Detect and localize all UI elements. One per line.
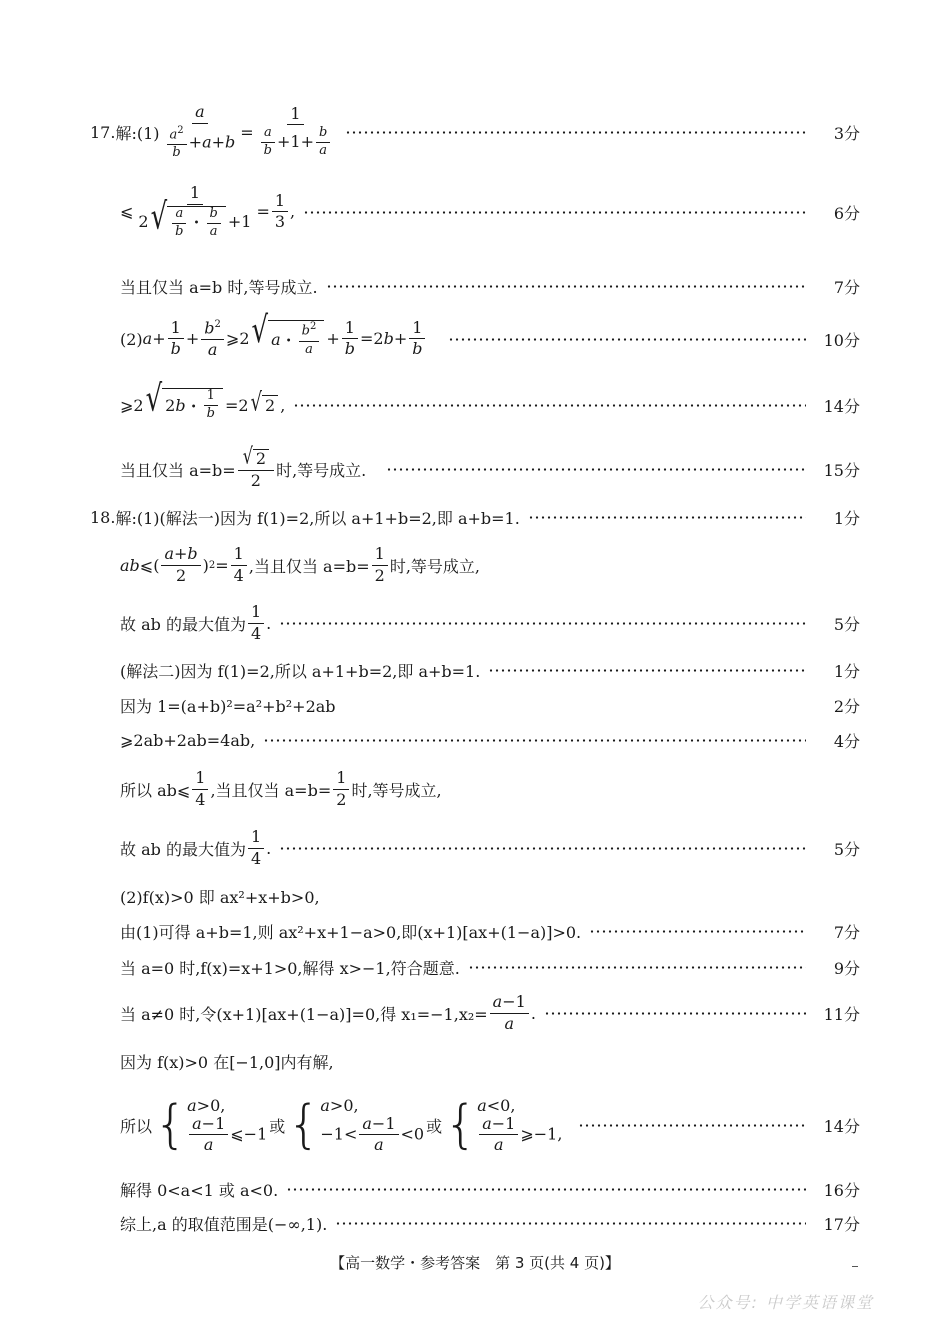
p18-text-7c: 时,等号成立, [351,780,442,800]
p18-number: 18. [90,507,116,527]
p18-text-5: 因为 1=(a+b)²=a²+b²+2ab [120,696,336,716]
score: 7分 [833,922,860,942]
frac-quarter: $\frac{1}{4}$ [248,603,264,643]
leader-dots [335,1222,806,1225]
frac-half: $\frac{1}{2}$ [372,545,388,585]
score: 9分 [833,958,860,978]
corner-mark [852,1266,858,1267]
score: 3分 [833,123,860,143]
p18-text-15: 解得 0<a<1 或 a<0. [120,1180,279,1200]
leader-dots [544,1012,806,1015]
p17-text-6a: 当且仅当 a=b= [120,460,236,480]
score: 4分 [833,731,860,751]
p18-text-2a: ,当且仅当 a=b= [248,556,370,576]
p18-text-1: 解:(1)(解法一)因为 f(1)=2,所以 a+1+b=2,即 a+b=1. [115,508,520,528]
p18-line-14 [120,1084,860,1166]
case-system-2: { a>0, −1< $\frac{a-1}{a}$ <0 [287,1095,425,1155]
leader-dots [448,338,807,341]
p17-line-5 [120,380,860,430]
p17-expr-1: a $\frac{a^2}{b}$ +a+b = 1 $\frac{a}{b}$ +1+ $\frac{b}{a}$ [160,103,338,161]
leader-dots [263,739,806,742]
p17-line-4 [120,310,860,364]
p18-text-13: 因为 f(x)>0 在[−1,0]内有解, [120,1052,334,1072]
leader-dots [286,1188,806,1191]
p17-text-3: 当且仅当 a=b 时,等号成立. [120,277,318,297]
p18-text-9: (2)f(x)>0 即 ax²+x+b>0, [120,887,320,907]
frac-a-minus-1-over-a: $\frac{a-1}{a}$ [490,993,529,1033]
p18-line-8: 故 ab 的最大值为 $\frac{1}{4}$ . 5分 [120,827,860,868]
p18-text-8: 故 ab 的最大值为 [120,839,246,859]
p18-text-2b: 时,等号成立, [389,556,481,576]
leader-dots [589,930,806,933]
score: 1分 [833,508,860,528]
frac-quarter: $\frac{1}{4}$ [248,828,264,868]
p18-text-14: 所以 [120,1116,153,1136]
score: 10分 [823,330,860,350]
case-system-3: { a<0, $\frac{a-1}{a}$ ⩾−1, [444,1095,563,1155]
p17-part2-label: (2) [120,329,143,349]
p18-line-12: 当 a≠0 时,令(x+1)[ax+(1−a)]=0,得 x₁=−1,x₂= $\frac{a-1}{a}$ . 11分 [120,992,860,1033]
score: 5分 [833,614,860,634]
score: 7分 [833,277,860,297]
p18-line-15 [120,1177,860,1201]
or-word-1: 或 [269,1116,286,1136]
leader-dots [345,131,806,134]
p17-line-6 [120,442,860,492]
leader-dots [468,966,806,969]
score: 14分 [823,396,860,416]
frac-sqrt2-over-2: √ 2 2 [238,448,274,490]
p18-line-16 [120,1211,860,1235]
p18-line-11 [120,955,860,979]
p18-line-10 [120,919,860,943]
p18-line-13 [120,1049,860,1073]
p17-expr-4: a + $\frac{1}{b}$ + $\frac{b^2}{a}$ ⩾2 √ a ・ $\frac{b^2}{a}$ + $\frac{1}{b}$ =2 b + $\frac{1}{b}$ [143,319,428,359]
leader-dots [293,404,806,407]
score: 16分 [823,1180,860,1200]
score: 15分 [823,460,860,480]
watermark: 公众号: 中学英语课堂 [697,1293,874,1312]
p17-line-1 [90,104,860,160]
frac-quarter: $\frac{1}{4}$ [192,769,208,809]
p17-lead: 解:(1) [115,123,160,143]
p18-text-3: 故 ab 的最大值为 [120,614,246,634]
p18-line-7 [120,766,860,812]
p17-line-2 [120,184,860,240]
leader-dots [326,285,806,288]
p18-text-10: 由(1)可得 a+b=1,则 ax²+x+1−a>0,即(x+1)[ax+(1−a)]>0. [120,922,582,942]
leader-dots [303,211,806,214]
case-system-1: { a>0, $\frac{a-1}{a}$ ⩽−1 [154,1095,268,1155]
p18-text-4: (解法二)因为 f(1)=2,所以 a+1+b=2,即 a+b=1. [120,661,481,681]
p17-line-3 [120,274,860,298]
p18-text-12: 当 a≠0 时,令(x+1)[ax+(1−a)]=0,得 x₁=−1,x₂= [120,1004,488,1024]
p17-text-6b: 时,等号成立. [276,460,367,480]
score: 2分 [833,696,860,716]
frac-half: $\frac{1}{2}$ [333,769,349,809]
p17-number: 17. [90,122,116,142]
leader-dots [488,669,806,672]
p18-line-3: 故 ab 的最大值为 $\frac{1}{4}$ . 5分 [120,602,860,643]
page-footer: 【高一数学・参考答案 第 3 页(共 4 页)】 [330,1254,620,1272]
p18-line-1 [90,505,860,529]
leader-dots [578,1124,806,1127]
score: 1分 [833,661,860,681]
score: 14分 [823,1116,860,1136]
p18-text-11: 当 a=0 时,f(x)=x+1>0,解得 x>−1,符合题意. [120,958,460,978]
p18-text-6: ⩾2ab+2ab=4ab, [120,730,256,750]
score: 11分 [823,1004,860,1024]
p18-text-7b: ,当且仅当 a=b= [210,780,332,800]
p18-line-5 [120,693,860,717]
p18-line-6 [120,728,860,752]
p18-line-4 [120,658,860,682]
leader-dots [279,847,806,850]
p17-expr-2: ⩽ 1 2 √ $\frac{a}{b}$ ・ $\frac{b}{a}$ +1 = $\frac{1}{3}$ , [120,183,296,239]
score: 6分 [833,203,860,223]
p17-expr-5: ⩾2 √ 2 b ・ $\frac{1}{b}$ =2 √ 2 , [120,378,286,421]
leader-dots [279,622,806,625]
p18-text-16: 综上,a 的取值范围是(−∞,1). [120,1214,328,1234]
p18-expr-2: ab ⩽( $\frac{a+b}{2}$ ) 2 = $\frac{1}{4}$ [120,545,249,585]
spacer [344,704,806,707]
or-word-2: 或 [426,1116,443,1136]
score: 17分 [823,1214,860,1234]
p18-text-7a: 所以 ab⩽ [120,780,191,800]
leader-dots [528,516,806,519]
p18-line-2 [120,542,860,588]
leader-dots [386,468,806,471]
score: 5分 [833,839,860,859]
p18-line-9 [120,884,860,908]
